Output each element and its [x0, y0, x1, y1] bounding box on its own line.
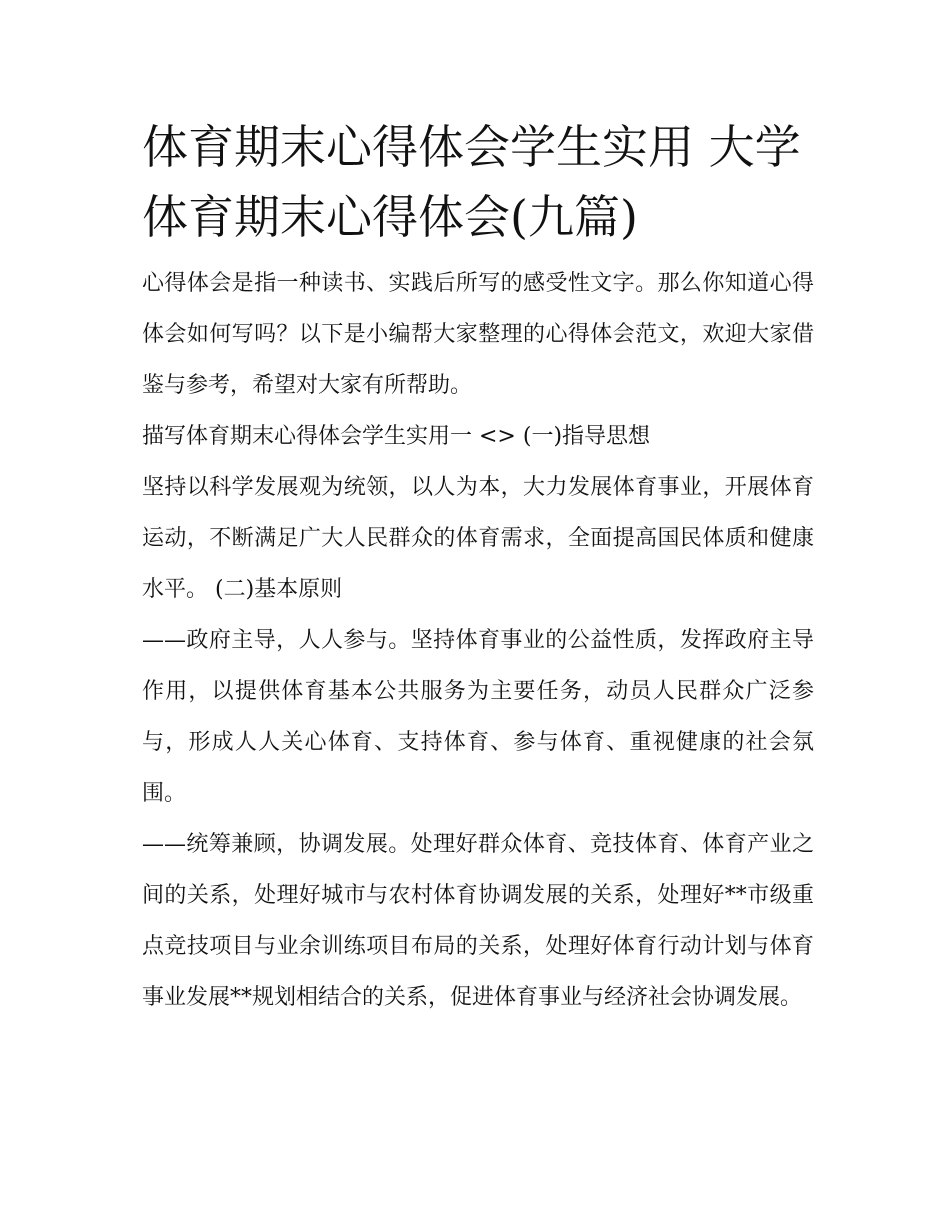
- paragraph-intro: 心得体会是指一种读书、实践后所写的感受性文字。那么你知道心得体会如何写吗？以下是小编帮大家整理的心得体会范文，欢迎大家借鉴与参考，希望对大家有所帮助。: [142, 271, 814, 398]
- document-title: 体育期末心得体会学生实用 大学体育期末心得体会(九篇): [142, 120, 801, 244]
- document-body: [142, 258, 814, 1023]
- paragraph-section-heading: 描写体育期末心得体会学生实用一 <> (一)指导思想: [142, 424, 651, 449]
- document-page: [142, 112, 814, 1023]
- paragraph-principle-government: ——政府主导，人人参与。坚持体育事业的公益性质，发挥政府主导作用，以提供体育基本公共服务为主要任务，动员人民群众广泛参与，形成人人关心体育、支持体育、参与体育、重视健康的社会氛围。: [142, 628, 814, 806]
- paragraph-guiding-thought: 坚持以科学发展观为统领，以人为本，大力发展体育事业，开展体育运动，不断满足广大人民群众的体育需求，全面提高国民体质和健康水平。 (二)基本原则: [142, 475, 814, 602]
- paragraph-principle-coordination: ——统筹兼顾，协调发展。处理好群众体育、竞技体育、体育产业之间的关系，处理好城市与农村体育协调发展的关系，处理好**市级重点竞技项目与业余训练项目布局的关系，处理好体育行动计划与体育事业发展**规划相结合的关系，促进体育事业与经济社会协调发展。: [142, 832, 814, 1010]
